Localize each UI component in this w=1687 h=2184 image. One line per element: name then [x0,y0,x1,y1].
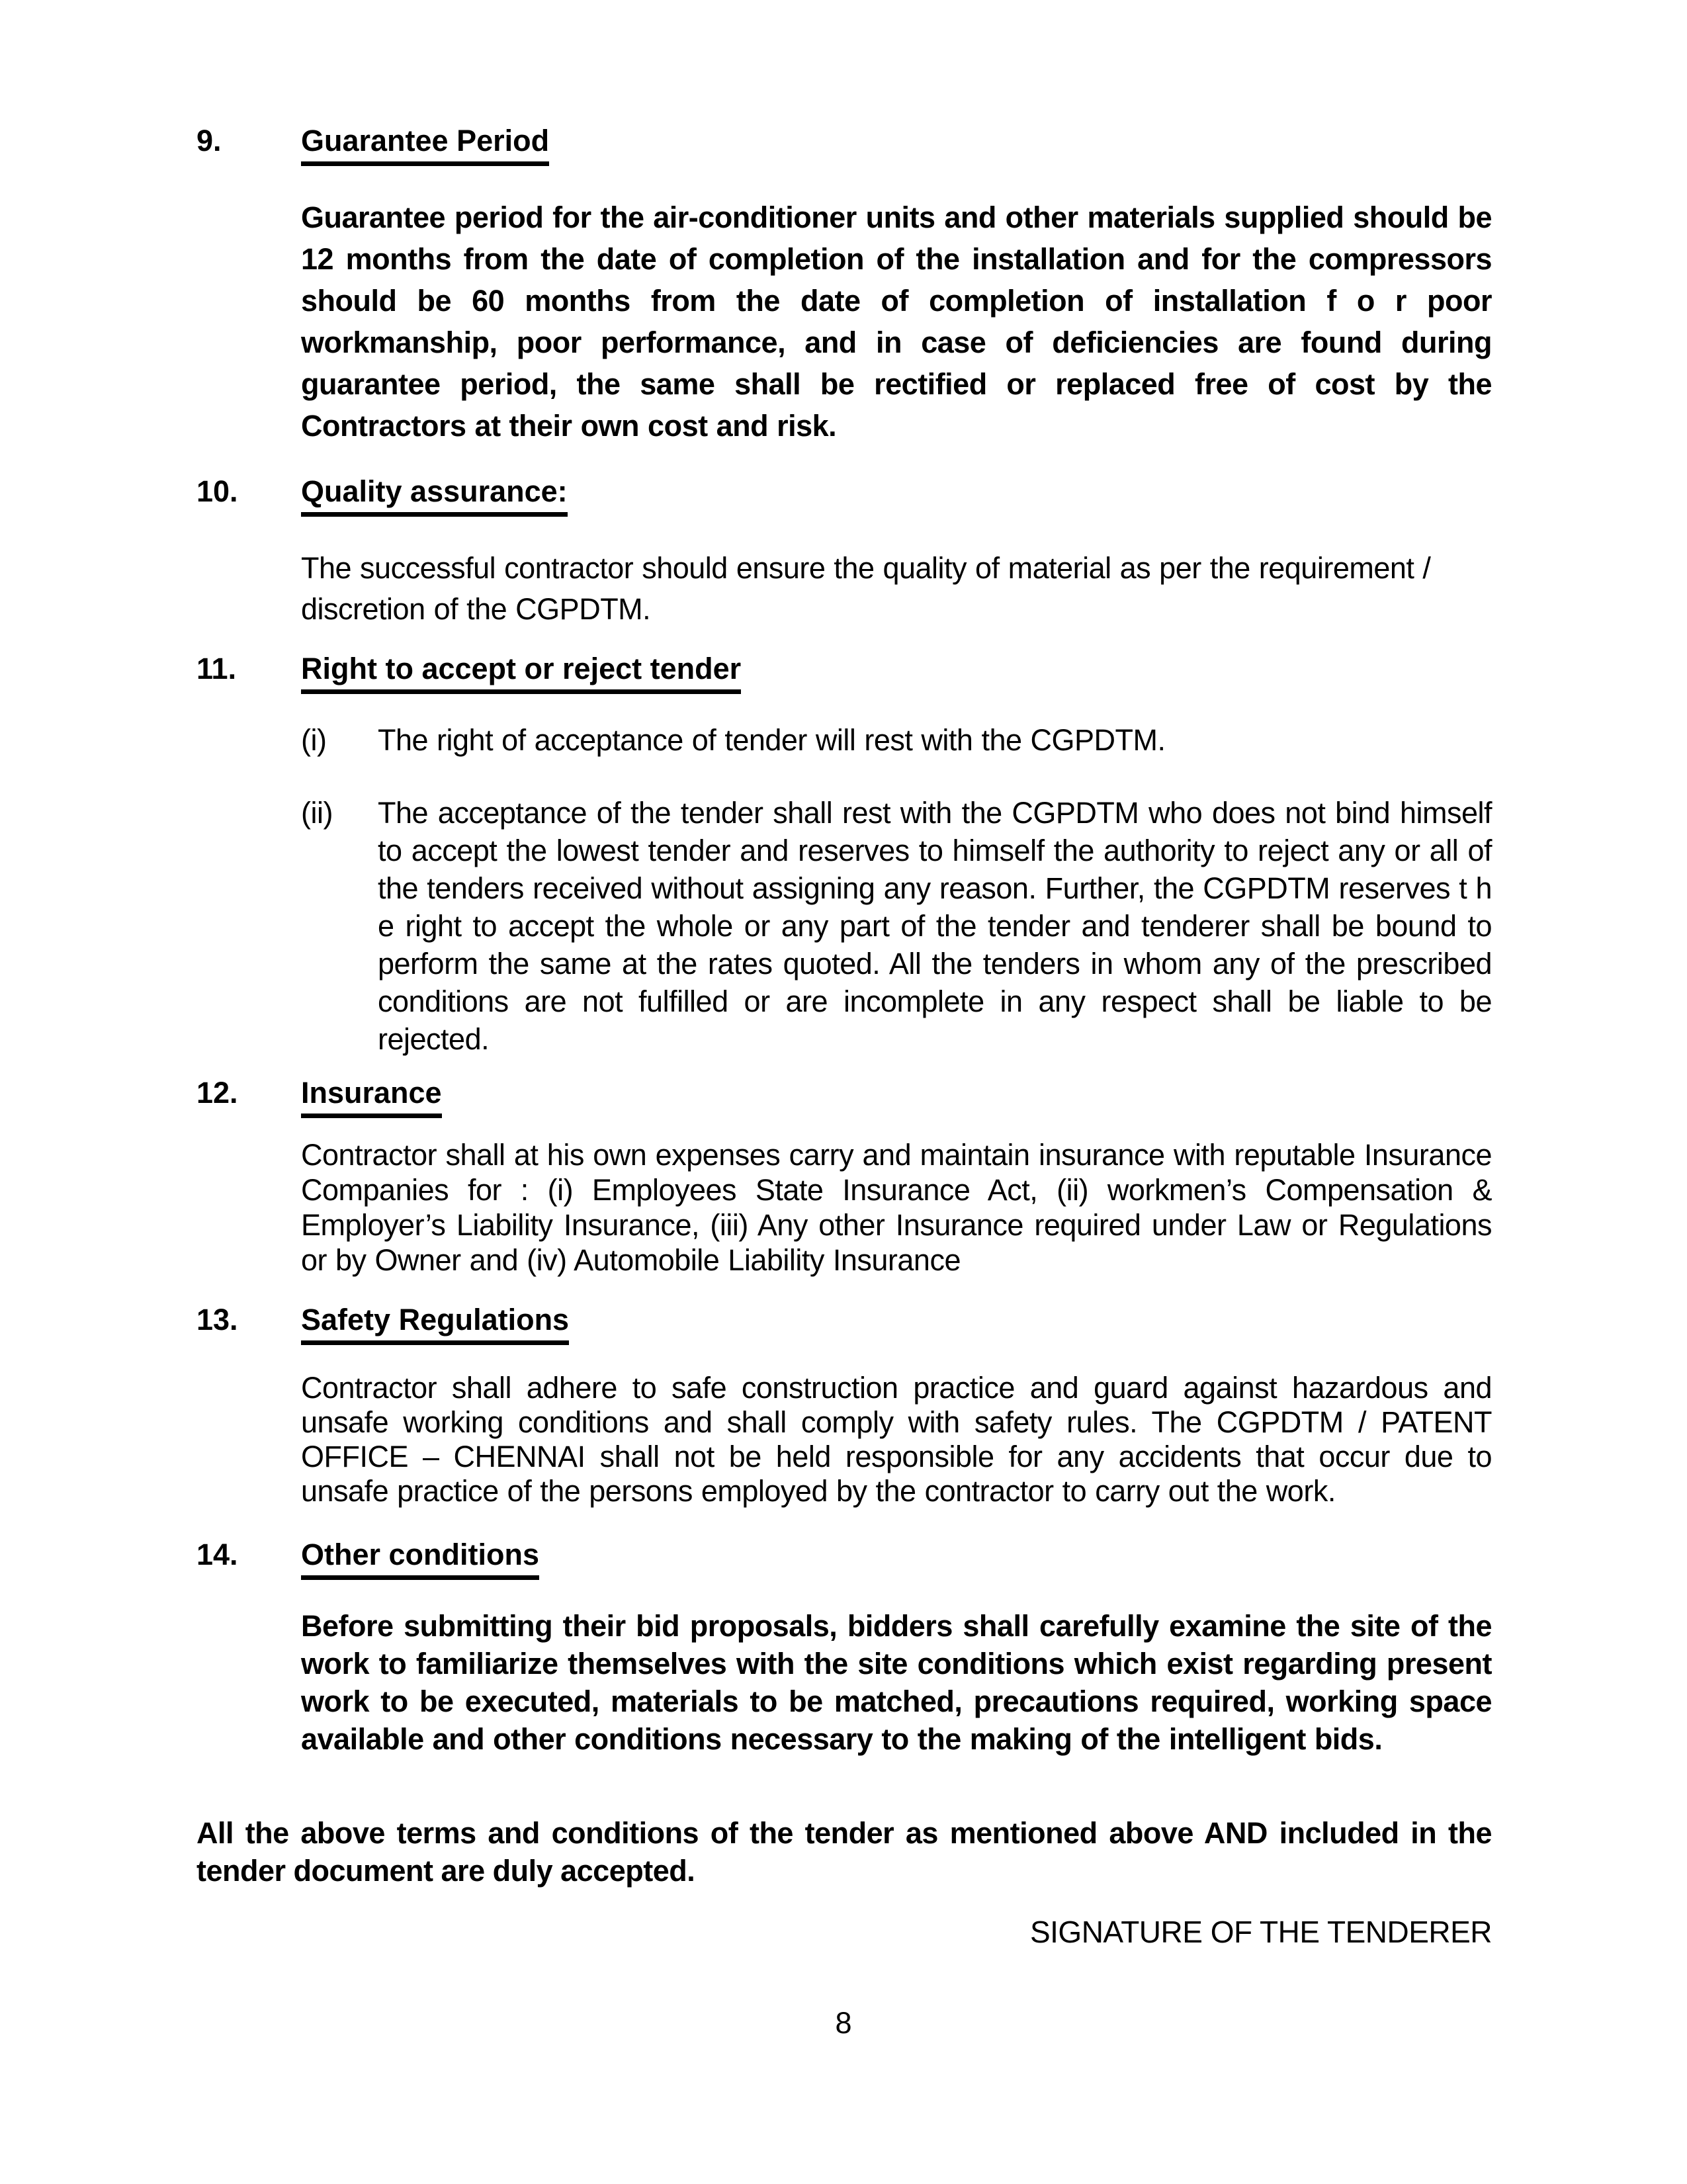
page-number: 8 [835,2006,852,2040]
quality-assurance-paragraph: The successful contractor should ensure the quality of material as per the requirement / discretion of the CGPDTM. [301,551,1431,626]
section-guarantee-period [196,122,1492,447]
section-heading-guarantee-period: Guarantee Period [301,122,1492,166]
section-number: 13. [196,1303,238,1336]
section-number: 9. [196,124,222,157]
section-insurance [196,1074,1492,1278]
list-item-ii [301,794,1492,1058]
section-number: 11. [196,652,237,685]
list-item-text: The acceptance of the tender shall rest with the CGPDTM who does not bind himself to accept the lowest tender and reserves to himself the authority to reject any or all of the tenders received without assigning any reason. Further, the CGPDTM reserves t h e right to accept the whole or any part of the tender and tenderer shall be bound to perform the same at the rates quoted. All the tenders in whom any of the prescribed conditions are not fulfilled or are incomplete in any respect shall be liable to be rejected. [378,796,1492,1056]
signature-of-tenderer-label: SIGNATURE OF THE TENDERER [1029,1915,1492,1949]
other-conditions-paragraph: Before submitting their bid proposals, bidders shall carefully examine the site of the work to familiarize themselves with the site conditions which exist regarding present work to be executed, materials to be matched, precautions required, working space available and other conditions necessary to the making of the intelligent bids. [301,1609,1492,1756]
section-heading-insurance: Insurance [301,1074,1492,1118]
safety-regulations-paragraph: Contractor shall adhere to safe construction practice and guard against hazardous and unsafe working conditions and shall comply with safety rules. The CGPDTM / PATENT OFFICE – CHENNAI shall not be held responsible for any accidents that occur due to unsafe practice of the persons employed by the contractor to carry out the work. [301,1371,1492,1508]
section-heading-safety-regulations: Safety Regulations [301,1301,1492,1345]
section-other-conditions [196,1536,1492,1758]
guarantee-period-paragraph: Guarantee period for the air-conditioner units and other materials supplied should be 12 months from the date of completion of the installation and for the compressors should be 60 months from the date of completion of installation f o r poor workmanship, poor performance, and in case of deficiencies are found during guarantee period, the same shall be rectified or replaced free of cost by the Contractors at their own cost and risk. [301,200,1492,443]
section-heading-right-to-accept: Right to accept or reject tender [301,650,1492,694]
insurance-paragraph: Contractor shall at his own expenses carry and maintain insurance with reputable Insurance Companies for : (i) Employees State Insurance Act, (ii) workmen’s Compensation & Employer’s Liability Insurance, (iii) Any other Insurance required under Law or Regulations or by Owner and (iv) Automobile Liability Insurance [301,1138,1492,1277]
section-right-to-accept [196,650,1492,1058]
list-item-label: (ii) [301,796,333,830]
section-number: 12. [196,1076,238,1110]
list-item-i [301,721,1492,759]
list-item-label: (i) [301,723,327,757]
section-number: 14. [196,1538,238,1571]
section-number: 10. [196,474,238,508]
section-heading-other-conditions: Other conditions [301,1536,1492,1580]
section-heading-quality-assurance: Quality assurance: [301,473,1492,517]
section-quality-assurance [196,473,1492,630]
section-safety-regulations [196,1301,1492,1508]
list-item-text: The right of acceptance of tender will rest with the CGPDTM. [378,723,1166,757]
closing-acceptance-statement: All the above terms and conditions of the tender as mentioned above AND included in the tender document are duly accepted. [196,1816,1492,1888]
